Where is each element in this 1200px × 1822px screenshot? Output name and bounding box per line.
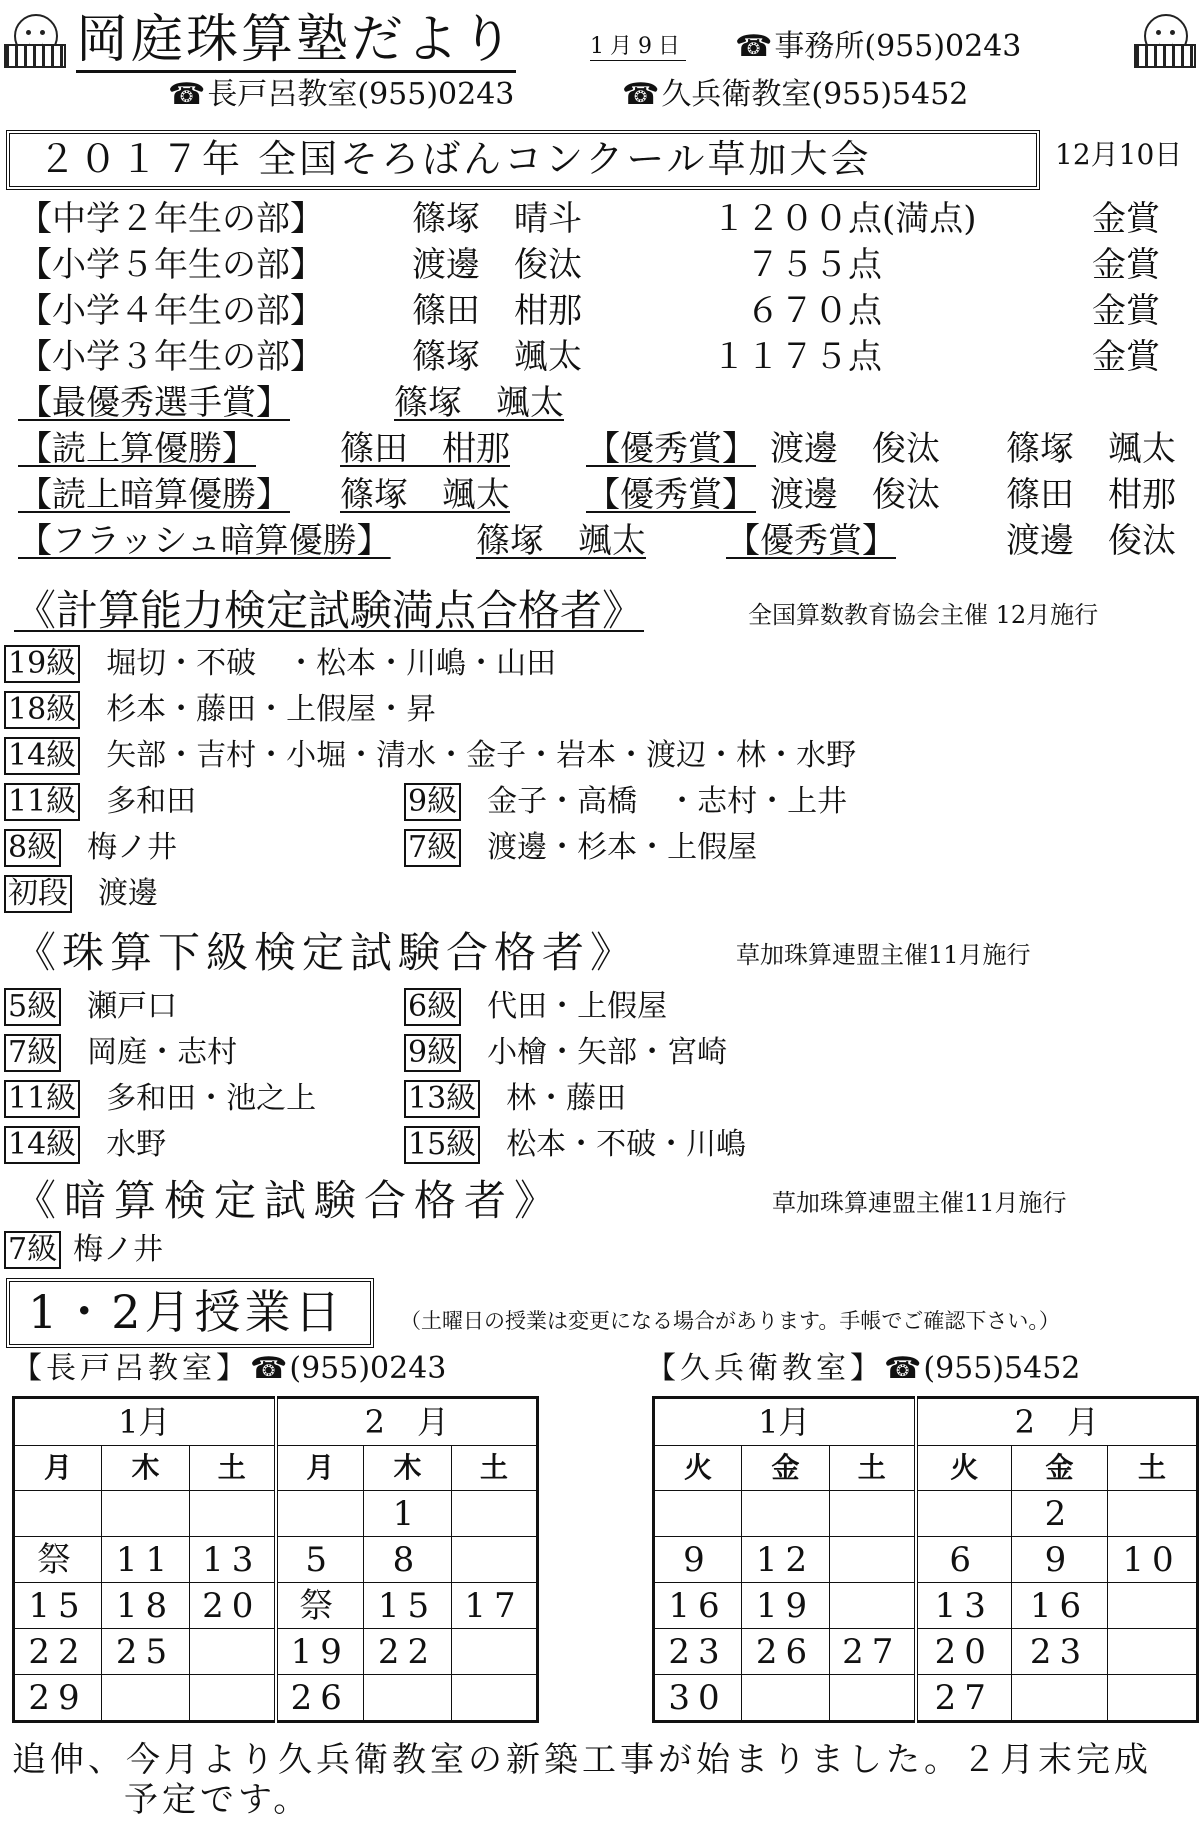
- result-award: 金賞: [1092, 291, 1160, 331]
- day-cell: 19: [742, 1583, 830, 1629]
- special-label: 【フラッシュ暗算優勝】: [18, 521, 391, 561]
- day-cell: 9: [654, 1537, 742, 1583]
- day-cell: 11: [102, 1537, 190, 1583]
- day-cell: [190, 1491, 276, 1537]
- day-cell: [830, 1583, 916, 1629]
- day-cell: [190, 1629, 276, 1675]
- grade-box: 14級: [4, 1126, 80, 1164]
- day-cell: 17: [452, 1583, 538, 1629]
- day-cell: 5: [276, 1537, 364, 1583]
- grade-box: 9級: [404, 1034, 461, 1072]
- calc-exam-note: 全国算数教育協会主催 12月施行: [748, 601, 1099, 629]
- room-phone-kyubee: ☎久兵衛教室(955)5452: [622, 77, 969, 112]
- grade-row: 15級 松本・不破・川嶋: [404, 1126, 746, 1164]
- grade-row: 13級 林・藤田: [404, 1080, 626, 1118]
- lesson-title-box: [6, 1278, 374, 1348]
- telephone-icon: ☎: [250, 1351, 288, 1386]
- weekday: 火: [916, 1446, 1012, 1491]
- mascot-left-icon: [4, 8, 64, 68]
- grade-box: 9級: [404, 783, 461, 821]
- weekday-header-row: [654, 1446, 1198, 1491]
- grade-box: 5級: [4, 988, 61, 1026]
- day-cell: 1: [364, 1491, 452, 1537]
- room-label-kyubee: 【久兵衛教室】☎(955)5452: [646, 1351, 1081, 1386]
- special-label: 【読上算優勝】: [18, 429, 256, 469]
- day-cell: 6: [916, 1537, 1012, 1583]
- day-cell: [190, 1675, 276, 1722]
- month-header: 2 月: [916, 1398, 1198, 1446]
- contest-title: ２０１７年 全国そろばんコンクール草加大会: [38, 137, 872, 181]
- day-cell: [1108, 1675, 1198, 1722]
- day-cell: [916, 1491, 1012, 1537]
- grade-box: 7級: [404, 829, 461, 867]
- excellent-label: 【優秀賞】: [586, 429, 756, 469]
- day-cell: [1108, 1583, 1198, 1629]
- grade-box: 18級: [4, 691, 80, 729]
- day-cell: 19: [276, 1629, 364, 1675]
- day-cell: [830, 1491, 916, 1537]
- day-cell: 8: [364, 1537, 452, 1583]
- special-winner: 篠田 柑那: [340, 429, 510, 469]
- day-cell: 26: [276, 1675, 364, 1722]
- mvp-name: 篠塚 颯太: [394, 383, 564, 423]
- month-header: 1月: [14, 1398, 276, 1446]
- special-label: 【読上暗算優勝】: [18, 475, 290, 515]
- result-award: 金賞: [1092, 337, 1160, 377]
- month-header: 2 月: [276, 1398, 538, 1446]
- calendar-row: [14, 1629, 538, 1675]
- day-cell: [654, 1491, 742, 1537]
- grade-row: 11級 多和田・池之上: [4, 1080, 316, 1118]
- day-cell: 20: [190, 1583, 276, 1629]
- lesson-title: 1・2月授業日: [28, 1285, 345, 1339]
- grade-row: 11級 多和田: [4, 783, 196, 821]
- day-cell: 9: [1012, 1537, 1108, 1583]
- day-cell: 27: [916, 1675, 1012, 1722]
- result-score: ６７０点: [746, 291, 882, 331]
- room-phone-nagatoro: ☎長戸呂教室(955)0243: [168, 77, 515, 112]
- room-label-nagatoro: 【長戸呂教室】☎(955)0243: [12, 1351, 447, 1386]
- lesson-note: （土曜日の授業は変更になる場合があります。手帳でご確認下さい。）: [400, 1309, 1060, 1333]
- day-cell: 2: [1012, 1491, 1108, 1537]
- day-cell: [14, 1491, 102, 1537]
- excellent-name: 篠田 柑那: [1006, 475, 1176, 515]
- weekday: 土: [830, 1446, 916, 1491]
- mvp-label: 【最優秀選手賞】: [18, 383, 290, 423]
- weekday: 月: [14, 1446, 102, 1491]
- calendar-row: [654, 1675, 1198, 1722]
- grade-box: 11級: [4, 783, 80, 821]
- grade-box: 初段: [4, 875, 72, 913]
- office-phone: ☎事務所(955)0243: [735, 29, 1022, 64]
- grade-box: 13級: [404, 1080, 480, 1118]
- abacus-exam-title: 《珠算下級検定試験合格者》: [14, 928, 639, 977]
- day-cell: 22: [364, 1629, 452, 1675]
- result-score: １１７５点: [712, 337, 882, 377]
- result-score: １２００点(満点): [712, 199, 977, 239]
- mental-exam-title: 《暗算検定試験合格者》: [14, 1176, 565, 1225]
- grade-row: 19級 堀切・不破 ・松本・川嶋・山田: [4, 645, 556, 683]
- special-winner: 篠塚 颯太: [476, 521, 646, 561]
- result-name: 篠塚 晴斗: [412, 199, 582, 239]
- excellent-name: 篠塚 颯太: [1006, 429, 1176, 469]
- calendar-row: [654, 1629, 1198, 1675]
- day-cell: 15: [364, 1583, 452, 1629]
- mascot-right-icon: [1134, 8, 1194, 68]
- day-cell: 祭: [14, 1537, 102, 1583]
- calc-exam-title: 《計算能力検定試験満点合格者》: [14, 586, 645, 635]
- day-cell: 13: [190, 1537, 276, 1583]
- day-cell: 26: [742, 1629, 830, 1675]
- result-award: 金賞: [1092, 245, 1160, 285]
- grade-row: 5級 瀬戸口: [4, 988, 177, 1026]
- day-cell: 祭: [276, 1583, 364, 1629]
- day-cell: [830, 1537, 916, 1583]
- postscript-line-2: 予定です。: [124, 1780, 312, 1820]
- contest-title-box: [6, 130, 1040, 190]
- calendar-row: [14, 1583, 538, 1629]
- day-cell: [102, 1491, 190, 1537]
- day-cell: [364, 1675, 452, 1722]
- telephone-icon: ☎: [622, 77, 660, 112]
- weekday: 金: [1012, 1446, 1108, 1491]
- postscript-line-1: 追伸、今月より久兵衛教室の新築工事が始まりました。２月末完成: [12, 1740, 1152, 1780]
- grade-box: 8級: [4, 829, 61, 867]
- day-cell: [452, 1629, 538, 1675]
- grade-row: 7級 渡邊・杉本・上假屋: [404, 829, 757, 867]
- grade-box: 6級: [404, 988, 461, 1026]
- weekday: 木: [364, 1446, 452, 1491]
- day-cell: [830, 1675, 916, 1722]
- day-cell: [1012, 1675, 1108, 1722]
- day-cell: 29: [14, 1675, 102, 1722]
- result-row: 【小学４年生の部】: [18, 291, 324, 331]
- weekday: 金: [742, 1446, 830, 1491]
- telephone-icon: ☎: [735, 29, 773, 64]
- grade-row: 6級 代田・上假屋: [404, 988, 667, 1026]
- day-cell: [452, 1537, 538, 1583]
- telephone-icon: ☎: [884, 1351, 922, 1386]
- telephone-icon: ☎: [168, 77, 206, 112]
- result-name: 篠塚 颯太: [412, 337, 582, 377]
- postscript: [12, 1740, 1197, 1820]
- calendar-row: [14, 1675, 538, 1722]
- grade-row: 7級 岡庭・志村: [4, 1034, 237, 1072]
- day-cell: 22: [14, 1629, 102, 1675]
- day-cell: 25: [102, 1629, 190, 1675]
- grade-row: 9級 金子・高橋 ・志村・上井: [404, 783, 847, 821]
- weekday-header-row: [14, 1446, 538, 1491]
- day-cell: 12: [742, 1537, 830, 1583]
- calendar-row: [654, 1583, 1198, 1629]
- result-row: 【中学２年生の部】: [18, 199, 324, 239]
- day-cell: 10: [1108, 1537, 1198, 1583]
- calendar-nagatoro: [12, 1396, 539, 1723]
- result-name: 篠田 柑那: [412, 291, 582, 331]
- day-cell: [452, 1675, 538, 1722]
- result-row: 【小学３年生の部】: [18, 337, 324, 377]
- grade-box: 14級: [4, 737, 80, 775]
- excellent-label: 【優秀賞】: [586, 475, 756, 515]
- day-cell: 30: [654, 1675, 742, 1722]
- day-cell: 16: [1012, 1583, 1108, 1629]
- weekday: 土: [452, 1446, 538, 1491]
- day-cell: 27: [830, 1629, 916, 1675]
- calendar-row: [14, 1491, 538, 1537]
- grade-row: 9級 小檜・矢部・宮崎: [404, 1034, 727, 1072]
- excellent-name: 渡邊 俊汰: [1006, 521, 1176, 561]
- day-cell: 15: [14, 1583, 102, 1629]
- result-row: 【小学５年生の部】: [18, 245, 324, 285]
- month-header: 1月: [654, 1398, 916, 1446]
- month-header-row: [14, 1398, 538, 1446]
- calendar-row: [654, 1537, 1198, 1583]
- contest-date: 12月10日: [1055, 138, 1183, 171]
- day-cell: [452, 1491, 538, 1537]
- result-award: 金賞: [1092, 199, 1160, 239]
- grade-box: 15級: [404, 1126, 480, 1164]
- calendar-row: [654, 1491, 1198, 1537]
- newsletter-title: 岡庭珠算塾だより: [76, 10, 516, 73]
- result-score: ７５５点: [746, 245, 882, 285]
- grade-box: 7級: [4, 1231, 61, 1269]
- special-winner: 篠塚 颯太: [340, 475, 510, 515]
- grade-row: 7級 梅ノ井: [4, 1231, 163, 1269]
- grade-row: 18級 杉本・藤田・上假屋・昇: [4, 691, 436, 729]
- day-cell: [742, 1675, 830, 1722]
- grade-box: 19級: [4, 645, 80, 683]
- grade-row: 8級 梅ノ井: [4, 829, 177, 867]
- grade-row: 初段 渡邊: [4, 875, 158, 913]
- day-cell: 23: [654, 1629, 742, 1675]
- calendar-kyubee: [652, 1396, 1199, 1723]
- grade-box: 11級: [4, 1080, 80, 1118]
- day-cell: [276, 1491, 364, 1537]
- result-name: 渡邊 俊汰: [412, 245, 582, 285]
- day-cell: 13: [916, 1583, 1012, 1629]
- weekday: 土: [1108, 1446, 1198, 1491]
- calendar-row: [14, 1537, 538, 1583]
- abacus-exam-note: 草加珠算連盟主催11月施行: [736, 941, 1031, 969]
- weekday: 木: [102, 1446, 190, 1491]
- day-cell: 23: [1012, 1629, 1108, 1675]
- weekday: 火: [654, 1446, 742, 1491]
- day-cell: [1108, 1629, 1198, 1675]
- day-cell: 16: [654, 1583, 742, 1629]
- day-cell: [1108, 1491, 1198, 1537]
- excellent-label: 【優秀賞】: [726, 521, 896, 561]
- month-header-row: [654, 1398, 1198, 1446]
- weekday: 月: [276, 1446, 364, 1491]
- day-cell: 20: [916, 1629, 1012, 1675]
- grade-row: 14級 矢部・吉村・小堀・清水・金子・岩本・渡辺・林・水野: [4, 737, 856, 775]
- issue-date: 1月9日: [590, 34, 686, 59]
- day-cell: [102, 1675, 190, 1722]
- grade-box: 7級: [4, 1034, 61, 1072]
- day-cell: 18: [102, 1583, 190, 1629]
- weekday: 土: [190, 1446, 276, 1491]
- excellent-name: 渡邊 俊汰: [770, 429, 940, 469]
- day-cell: [742, 1491, 830, 1537]
- grade-row: 14級 水野: [4, 1126, 166, 1164]
- excellent-name: 渡邊 俊汰: [770, 475, 940, 515]
- mental-exam-note: 草加珠算連盟主催11月施行: [772, 1189, 1067, 1217]
